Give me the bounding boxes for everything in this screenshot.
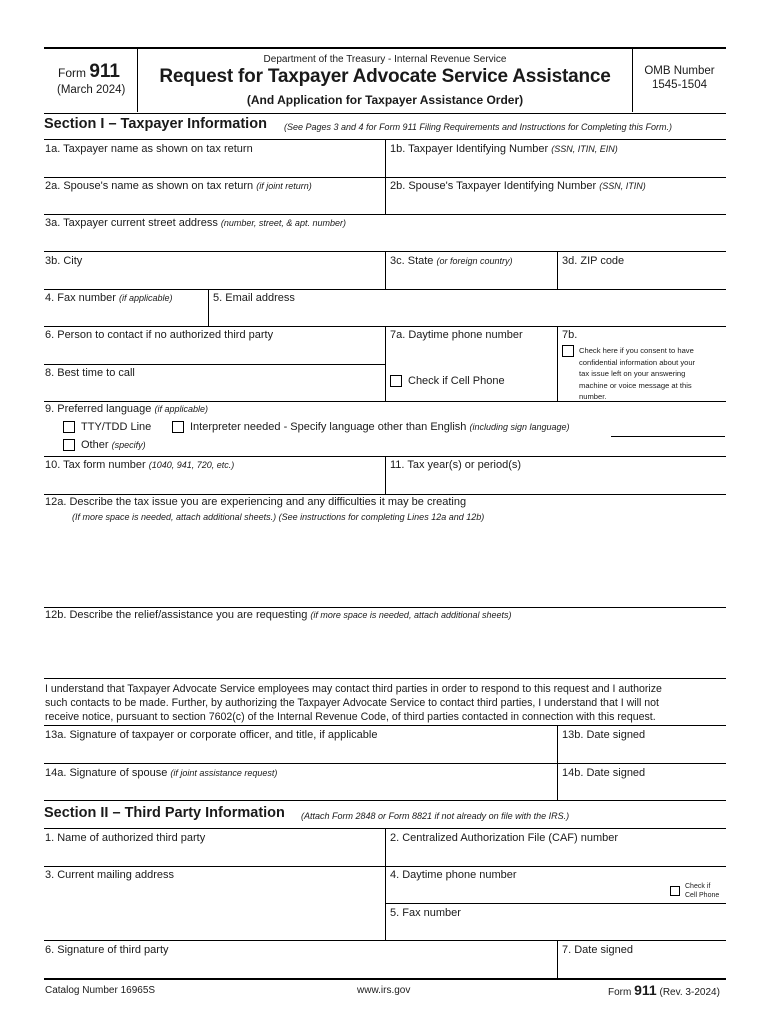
field-12a-label: 12a. Describe the tax issue you are experiencing and any difficulties it may be creating xyxy=(45,496,467,508)
consent-checkbox[interactable] xyxy=(562,345,574,357)
section1-note: (See Pages 3 and 4 for Form 911 Filing Requirements and Instructions for Completing this Form.) xyxy=(284,122,673,132)
form-title: Request for Taxpayer Advocate Service Assistance xyxy=(159,66,611,87)
tax-form-input[interactable] xyxy=(45,473,383,493)
field-9-note: (if applicable) xyxy=(154,404,209,414)
field-13b-label: 13b. Date signed xyxy=(562,729,646,741)
website-link[interactable]: www.irs.gov xyxy=(357,985,411,996)
field-3a-label xyxy=(45,217,346,230)
header-bottom-rule xyxy=(44,113,726,114)
s2-rule-1 xyxy=(44,866,726,867)
field-3a-text: 3a. Taxpayer current street address xyxy=(45,217,218,229)
spouse-date-input[interactable] xyxy=(562,781,724,799)
other-label xyxy=(81,439,146,452)
field-12a-note: (If more space is needed, attach additional sheets.) (See instructions for completing Lines 12a and 12b) xyxy=(72,512,485,522)
field-12b-text: 12b. Describe the relief/assistance you are requesting xyxy=(45,609,308,621)
state-input[interactable] xyxy=(390,268,554,288)
other-note: (specify) xyxy=(111,440,146,450)
consent-line-4: machine or voice message at this xyxy=(579,380,692,390)
s2-v-rule-1 xyxy=(385,829,386,941)
omb-label: OMB Number xyxy=(644,65,715,77)
field-12b-note: (if more space is needed, attach additional sheets) xyxy=(310,610,512,620)
s1-rule-12 xyxy=(44,725,726,726)
s1-rule-13 xyxy=(44,763,726,764)
s2-rule-3 xyxy=(44,940,726,941)
taxpayer-signature-input[interactable] xyxy=(45,743,555,762)
s2-rule-bottom xyxy=(44,978,726,980)
field-14a-text: 14a. Signature of spouse xyxy=(45,767,168,779)
field-9-text: 9. Preferred language xyxy=(45,403,152,415)
catalog-number: Catalog Number 16965S xyxy=(45,985,156,996)
s1-rule-7 xyxy=(44,401,726,402)
v-rule-11 xyxy=(385,457,386,494)
s1-rule-10 xyxy=(44,607,726,608)
field-12b-label xyxy=(45,609,512,622)
v-rule-7b xyxy=(557,327,558,401)
s2-rule-2 xyxy=(386,903,726,904)
form-id xyxy=(58,61,120,83)
zip-input[interactable] xyxy=(562,268,724,288)
taxpayer-tin-input[interactable] xyxy=(390,156,724,176)
s2-field-3-label: 3. Current mailing address xyxy=(45,869,175,881)
caf-number-input[interactable] xyxy=(390,846,724,865)
contact-person-input[interactable] xyxy=(45,343,383,363)
other-text: Other xyxy=(81,439,109,451)
fax-input[interactable] xyxy=(45,306,205,325)
s2-field-4-label: 4. Daytime phone number xyxy=(390,869,517,881)
consent-para-line-1: I understand that Taxpayer Advocate Service employees may contact third parties in order to respond to this request and I authorize xyxy=(45,683,662,695)
form-word: Form xyxy=(58,66,86,80)
field-7a-label: 7a. Daytime phone number xyxy=(390,329,523,341)
consent-para-line-3: receive notice, pursuant to section 7602(c) of the Internal Revenue Code, of third parties contacted in connection with this request. xyxy=(45,711,656,723)
field-3c-text: 3c. State xyxy=(390,255,434,267)
field-1b-text: 1b. Taxpayer Identifying Number xyxy=(390,143,549,155)
field-7b-label: 7b. xyxy=(562,329,578,341)
tty-checkbox[interactable] xyxy=(63,421,75,433)
spouse-name-input[interactable] xyxy=(45,194,383,213)
field-10-note: (1040, 941, 720, etc.) xyxy=(148,460,235,470)
s2-v-rule-7 xyxy=(557,941,558,978)
taxpayer-date-input[interactable] xyxy=(562,743,724,762)
interpreter-checkbox[interactable] xyxy=(172,421,184,433)
s2-cell-phone-label xyxy=(685,882,719,900)
s2-field-1-label: 1. Name of authorized third party xyxy=(45,832,206,844)
s2-field-5-label: 5. Fax number xyxy=(390,907,461,919)
third-party-phone-input[interactable] xyxy=(390,883,664,902)
consent-para-line-2: such contacts to be made. Further, by authorizing the Taxpayer Advocate Service to contact third parties, I understand that I will not xyxy=(45,697,659,709)
third-party-fax-input[interactable] xyxy=(390,921,724,939)
tax-issue-textarea[interactable] xyxy=(45,526,725,606)
form-number: 911 xyxy=(89,61,120,82)
field-2b-note: (SSN, ITIN) xyxy=(599,181,646,191)
field-4-label xyxy=(45,292,173,305)
form-subtitle: (And Application for Taxpayer Assistance Order) xyxy=(246,93,524,107)
s1-rule-9 xyxy=(44,494,726,495)
field-14a-label xyxy=(45,767,277,780)
spouse-tin-input[interactable] xyxy=(390,194,724,213)
field-2b-label xyxy=(390,180,646,193)
department: Department of the Treasury - Internal Revenue Service xyxy=(263,54,507,65)
footer-form-word: Form xyxy=(608,987,632,998)
field-3d-label: 3d. ZIP code xyxy=(562,255,625,267)
section2-note: (Attach Form 2848 or Form 8821 if not already on file with the IRS.) xyxy=(301,811,570,821)
field-2a-label xyxy=(45,180,312,193)
field-2b-text: 2b. Spouse's Taxpayer Identifying Number xyxy=(390,180,597,192)
field-3c-label xyxy=(390,255,513,268)
field-14b-label: 14b. Date signed xyxy=(562,767,646,779)
field-3a-note: (number, street, & apt. number) xyxy=(220,218,346,228)
field-4-text: 4. Fax number xyxy=(45,292,116,304)
consent-paragraph xyxy=(45,682,662,724)
footer-rev: (Rev. 3-2024) xyxy=(659,987,720,998)
third-party-date-input[interactable] xyxy=(562,958,724,977)
consent-line-2: confidential information about your xyxy=(579,357,696,367)
field-10-text: 10. Tax form number xyxy=(45,459,146,471)
s2-cell-phone-line-2: Cell Phone xyxy=(685,892,720,899)
footer-form-number: 911 xyxy=(634,982,657,998)
omb-number: 1545-1504 xyxy=(652,79,707,91)
field-6-label: 6. Person to contact if no authorized third party xyxy=(45,329,274,341)
s2-field-6-label: 6. Signature of third party xyxy=(45,944,169,956)
field-11-label: 11. Tax year(s) or period(s) xyxy=(390,459,522,471)
field-1a-label: 1a. Taxpayer name as shown on tax return xyxy=(45,143,253,155)
field-3b-label: 3b. City xyxy=(45,255,83,267)
s1-rule-1 xyxy=(44,177,726,178)
mailing-address-input[interactable] xyxy=(45,883,383,939)
field-2a-note: (if joint return) xyxy=(256,181,312,191)
interpreter-text: Interpreter needed - Specify language other than English xyxy=(190,421,467,433)
street-address-input[interactable] xyxy=(45,231,725,250)
s2-cell-phone-line-1: Check if xyxy=(685,883,711,890)
tax-year-input[interactable] xyxy=(390,473,724,493)
field-4-note: (if applicable) xyxy=(118,293,173,303)
city-input[interactable] xyxy=(45,268,383,288)
field-13a-label: 13a. Signature of taxpayer or corporate officer, and title, if applicable xyxy=(45,729,378,741)
v-rule-3d xyxy=(557,252,558,289)
spouse-signature-input[interactable] xyxy=(45,781,555,799)
v-rule-5 xyxy=(208,290,209,326)
field-3c-note: (or foreign country) xyxy=(436,256,513,266)
v-rule-3c xyxy=(385,252,386,289)
interpreter-label xyxy=(190,421,570,434)
consent-line-1: Check here if you consent to have xyxy=(579,346,694,355)
third-party-signature-input[interactable] xyxy=(45,958,555,977)
form-date: (March 2024) xyxy=(57,84,126,96)
field-5-label: 5. Email address xyxy=(213,292,295,304)
field-14a-note: (if joint assistance request) xyxy=(170,768,278,778)
s2-field-2-label: 2. Centralized Authorization File (CAF) number xyxy=(390,832,619,844)
s1-rule-4 xyxy=(44,289,726,290)
email-input[interactable] xyxy=(213,306,724,325)
other-checkbox[interactable] xyxy=(63,439,75,451)
s1-rule-2 xyxy=(44,214,726,215)
interpreter-note: (including sign language) xyxy=(469,422,570,432)
relief-textarea[interactable] xyxy=(45,625,725,677)
s1-rule-11 xyxy=(44,678,726,679)
third-party-name-input[interactable] xyxy=(45,846,383,865)
consent-text xyxy=(579,345,695,403)
consent-line-3: tax issue left on your answering xyxy=(579,369,686,378)
field-10-label xyxy=(45,459,234,472)
tty-label: TTY/TDD Line xyxy=(81,421,152,433)
cell-phone-checkbox[interactable] xyxy=(390,375,402,387)
cell-phone-label: Check if Cell Phone xyxy=(408,375,505,387)
field-2a-text: 2a. Spouse's name as shown on tax return xyxy=(45,180,254,192)
s2-cell-phone-checkbox[interactable] xyxy=(670,886,680,896)
taxpayer-name-input[interactable] xyxy=(45,156,383,176)
field-1b-label xyxy=(390,143,618,156)
s2-field-7-label: 7. Date signed xyxy=(562,944,633,956)
s1-rule-6 xyxy=(44,364,386,365)
footer-form-id xyxy=(608,982,720,998)
s1-rule-14 xyxy=(44,800,726,801)
field-1b-note: (SSN, ITIN, EIN) xyxy=(551,144,618,154)
best-time-input[interactable] xyxy=(45,381,383,400)
section2-title: Section II – Third Party Information xyxy=(44,805,285,821)
language-input[interactable] xyxy=(611,422,725,437)
consent-line-5: number. xyxy=(579,392,607,401)
daytime-phone-input[interactable] xyxy=(390,343,554,363)
top-rule xyxy=(44,47,726,49)
field-9-label xyxy=(45,403,208,416)
section1-title: Section I – Taxpayer Information xyxy=(44,116,267,132)
field-8-label: 8. Best time to call xyxy=(45,367,135,379)
